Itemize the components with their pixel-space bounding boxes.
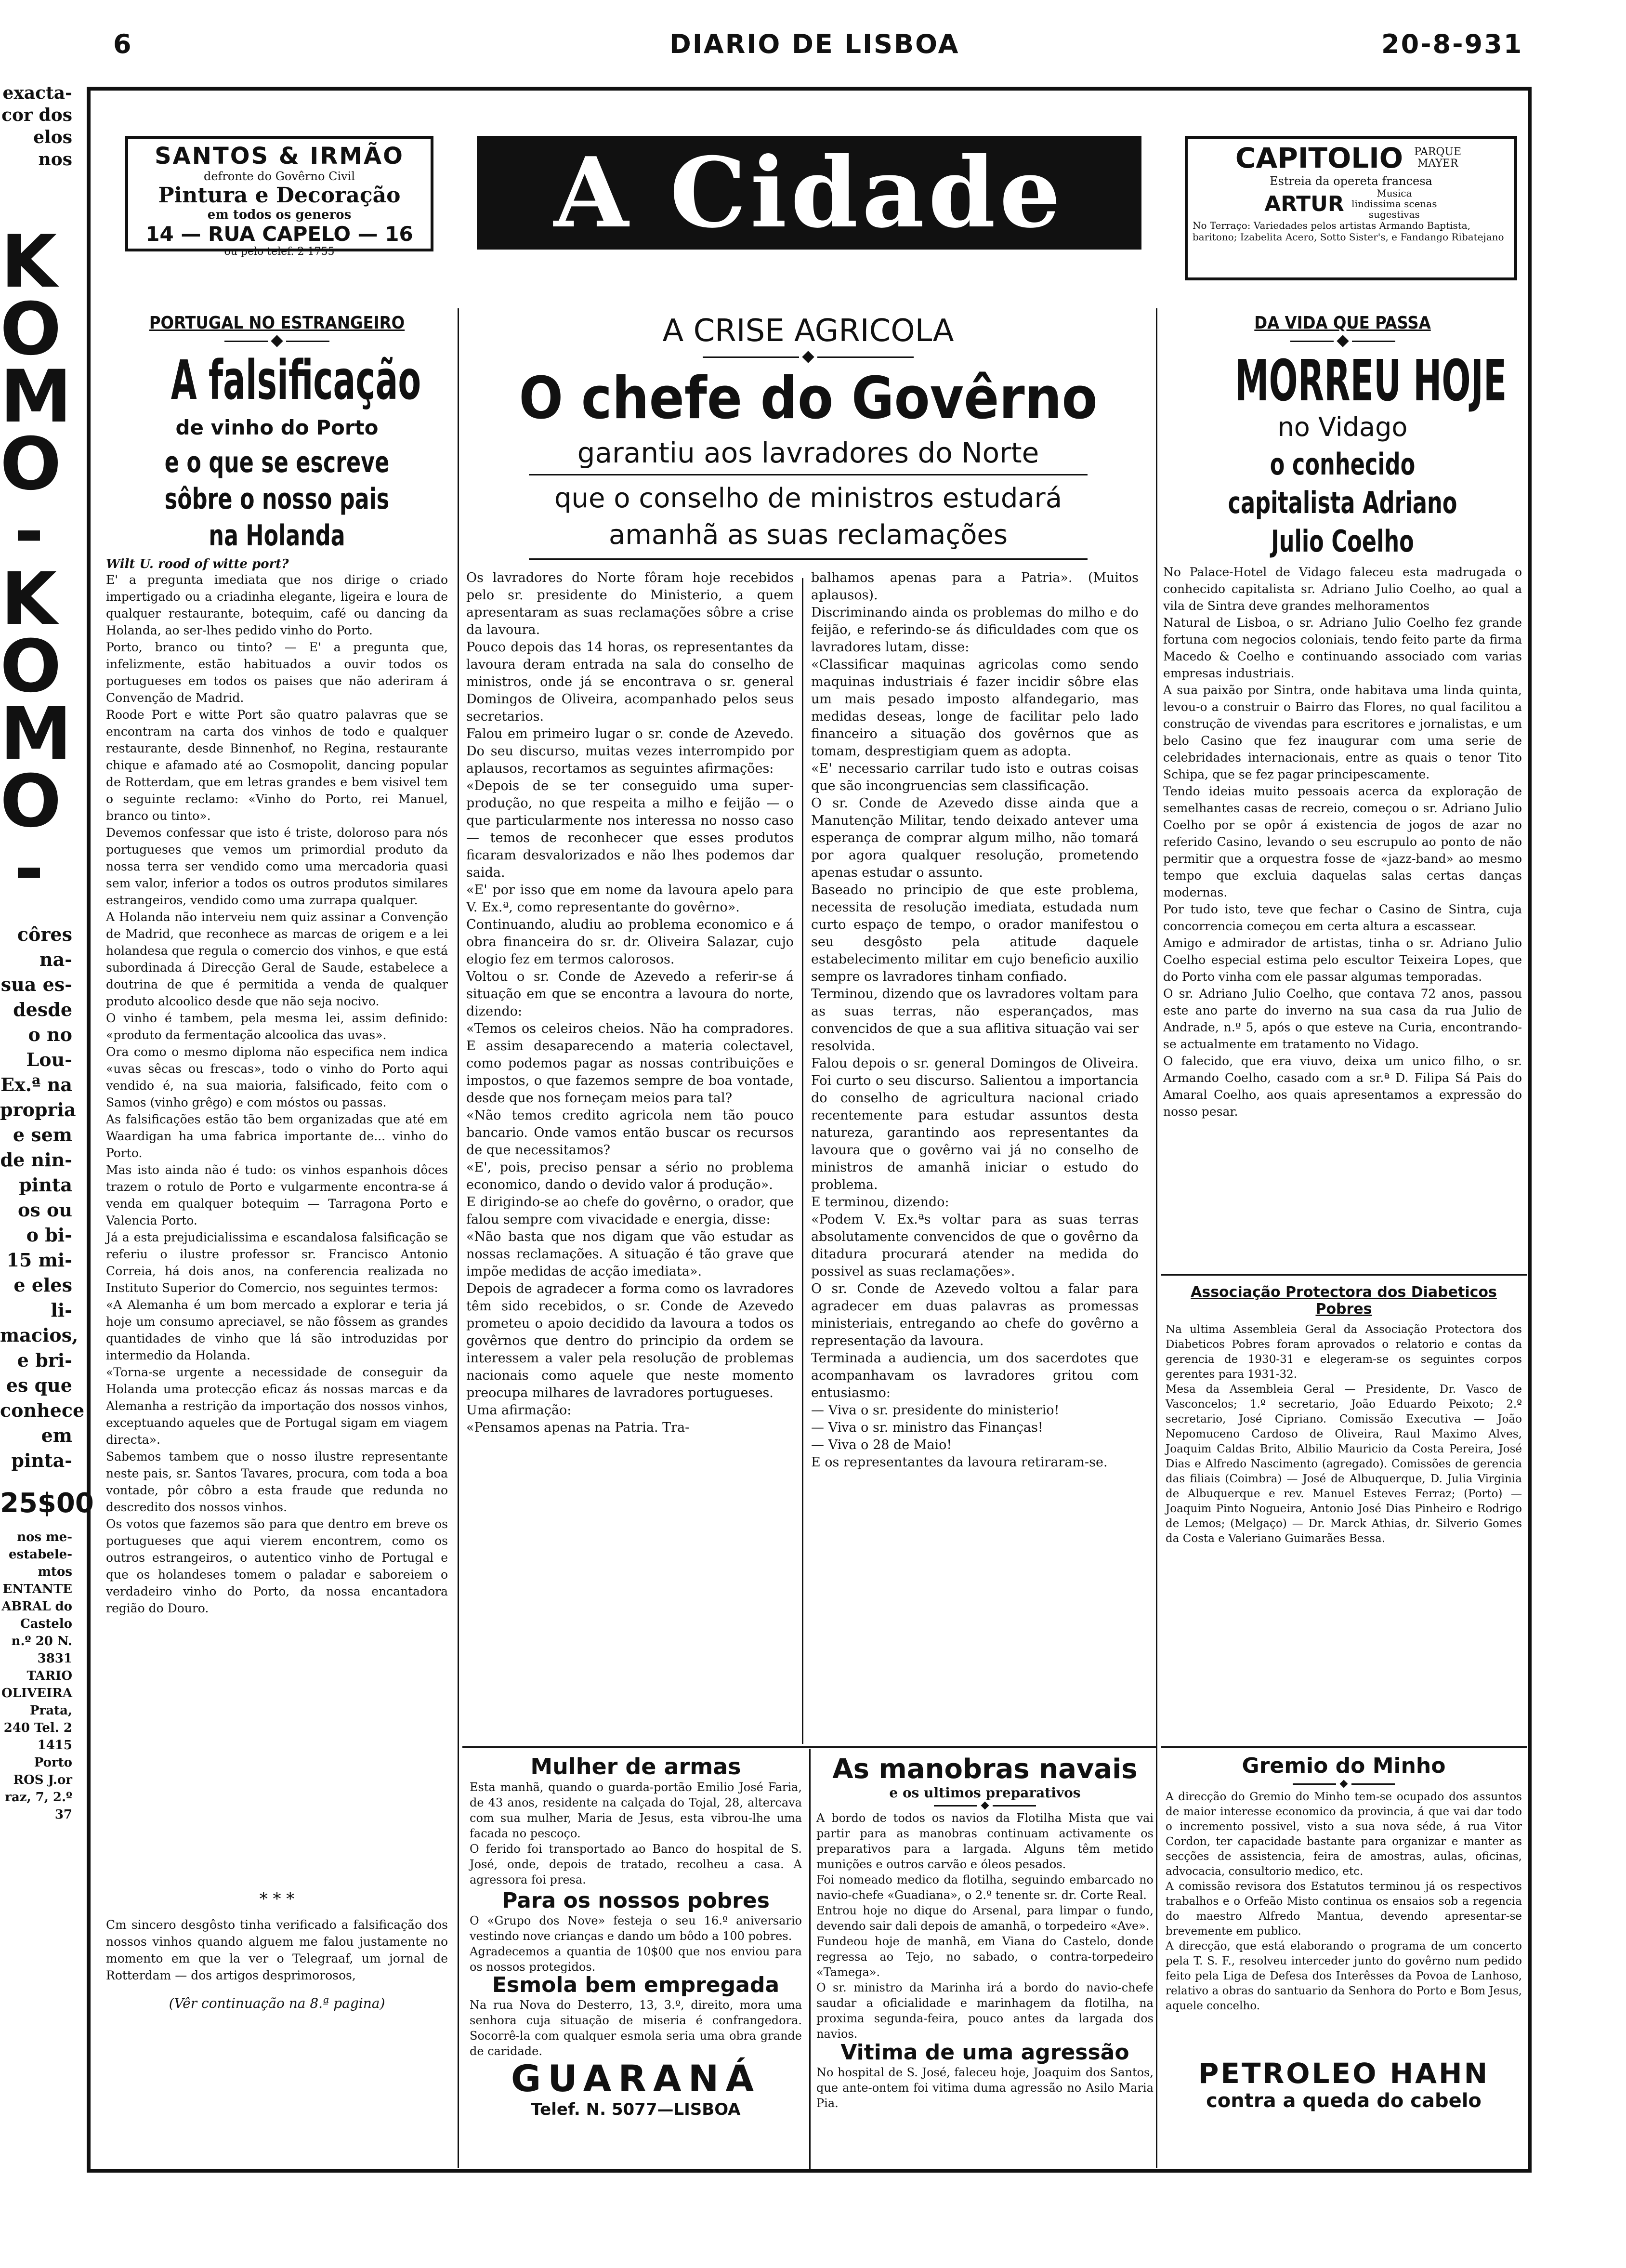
article-subhead: no Vidago [1277, 412, 1408, 442]
ornament-rule [466, 353, 1150, 361]
article-subhead-2: e o que se escreve sôbre o nosso pais na Holanda [164, 446, 390, 553]
section-rule [1161, 1274, 1527, 1276]
ad-petroleo-hahn [1166, 2057, 1522, 2112]
brief-title: Mulher de armas [530, 1754, 741, 1780]
article-lead: Wilt U. rood of witte port? [106, 557, 289, 571]
article-body-right: balhamos apenas para a Patria». (Muitos aplausos). Discriminando ainda os problemas do milho e do feijão, e referindo-se ás dificuldades com que os lavradores lutam, disse: «Classificar maquinas agricolas como sendo maquinas industriais é fazer incidir sôbre elas um mais pesado imposto alfandegario, mas medidas deseas, longe de facilitar pelo lado financeiro a situação dos govêrnos que as tomam, desprestigiam quem as adopta. «E' necessario carrilar tudo isto e outras coisas que são incongruencias sem classificação. O sr. Conde de Azevedo disse ainda que a Manutenção Militar, tendo deixado antever uma esperança de comprar algum milho, não tomará por agora qualquer resolução, prometendo apenas estudar o assunto. Baseado no principio de que este problema, necessita de resolução imediata, estudada num curto espaço de tempo, o orador manifestou o seu desgôsto pela atitude daquele estabelecimento militar em cujo beneficio auxilio sempre os lavradores tinham confiado. Terminou, dizendo que os lavradores voltam para as suas terras, não esperançados, mas convencidos de que a sua aflitiva situação vai ser resolvida. Falou depois o sr. general Domingos de Oliveira. Foi curto o seu discurso. Salientou a importancia do conselho de agricultura nacional criado recentemente para estudar assuntos desta natureza, garantindo aos representantes da lavoura que o govêrno vai já no conselho de ministros de amanhã iniciar o estudo do problema. E terminou, dizendo: «Podem V. Ex.ªs voltar para as suas terras absolutamente convencidos de que o govêrno da ditadura procurará atender na medida do possivel as suas reclamações». O sr. Conde de Azevedo voltou a falar para agradecer em duas palavras as promessas ministeriais, entregando ao chefe do govêrno a representação da lavoura. Terminada a audiencia, um dos sacerdotes que acompanhavam os lavradores gritou com entusiasmo: — Viva o sr. presidente do ministerio! — Viva o sr. ministro das Finanças! — Viva o 28 de Maio! E os representantes da lavoura retiraram-se. [811, 570, 1139, 1470]
headline-rule [529, 474, 1088, 475]
ad-petroleo-tagline: contra a queda do cabelo [1206, 2090, 1482, 2112]
brief-associacao-diabeticos [1166, 1284, 1522, 1660]
brief-title: Gremio do Minho [1242, 1754, 1446, 1778]
brief-body: No hospital de S. José, faleceu hoje, Joaquim dos Santos, que ante-ontem foi vitima duma agressão no Asilo Maria Pia. [816, 2066, 1154, 2110]
ad-guarana-phone: Telef. N. 5077—LISBOA [531, 2100, 741, 2119]
continued-note: (Vêr continuação na 8.ª pagina) [169, 1995, 385, 2011]
headline-rule [529, 558, 1088, 560]
article-kicker: PORTUGAL NO ESTRANGEIRO [149, 313, 405, 333]
brief-title: As manobras navais [832, 1754, 1138, 1785]
ad-petroleo-name: PETROLEO HAHN [1198, 2057, 1490, 2090]
ad-guarana-name: GUARANÁ [511, 2057, 761, 2100]
article-subhead-2: que o conselho de ministros estudará amanhã as suas reclamações [554, 483, 1062, 551]
brief-title: Esmola bem empregada [492, 1973, 780, 1997]
brief-mulher-de-armas [470, 1754, 802, 1895]
ad-capitolio [1185, 136, 1517, 280]
brief-vitima-agressao [816, 2040, 1154, 2123]
ornament-rule [1163, 337, 1522, 345]
margin-top-text: exacta- cor dos elos nos [1, 83, 72, 170]
column-rule-bottom [809, 1749, 811, 2173]
margin-bottom-text: nos me- estabele- mtos ENTANTE ABRAL do Castelo n.º 20 N. 3831 TARIO OLIVEIRA Prata, 240 Tel. 2 1415 Porto ROS J.or raz, 7, 2.º 37 [1, 1530, 72, 1822]
newspaper-name: DIARIO DE LISBOA [669, 29, 960, 59]
margin-big-letters: KOMO - KOMO - [0, 220, 72, 911]
ornament-rule [106, 337, 448, 345]
section-rule [462, 1746, 1156, 1748]
ornament-rule [816, 1803, 1154, 1808]
ad-capitolio-note: Musica lindissima scenas sugestivas [1351, 187, 1437, 220]
ad-santos-sub2: em todos os generos [207, 208, 352, 222]
column-rule-2 [1156, 308, 1157, 2168]
article-falsificacao [106, 313, 448, 2011]
article-subhead: de vinho do Porto [175, 416, 379, 439]
brief-body: A direcção do Gremio do Minho tem-se ocupado dos assuntos de maior interesse economico da provincia, á que vai dar todo o incremento possivel, visto a sua nova séde, á rua Vitor Cordon, ter capacidade bastante para organizar e manter as secções de assistencia, feira de amostras, aulas, oficinas, advocacia, consultorio medico, etc. A comissão revisora dos Estatutos terminou já os respectivos trabalhos e o Orfeão Misto continua os ensaios sob a regencia do maestro Alfredo Mantua, devendo apresentar-se brevemente em publico. A direcção, que está elaborando o programa de um concerto pela T. S. F., resolveu interceder junto do govêrno num pedido feito pela Liga de Defesa dos Interêsses da Povoa de Lanhoso, relativo a obras do santuario da Senhora do Porto e Bom Jesus, aquele concelho. [1166, 1791, 1522, 2012]
article-subhead-2: o conhecido capitalista Adriano Julio Coelho [1228, 447, 1457, 559]
ad-santos-address: 14 — RUA CAPELO — 16 [145, 222, 413, 246]
ornament-rule [1166, 1781, 1522, 1787]
brief-subtitle: e os ultimos preparativos [889, 1785, 1081, 1801]
page-number: 6 [113, 29, 133, 59]
masthead-logo: A Cidade [477, 136, 1141, 250]
ad-santos-phone: ou pelo telef. 2 1755 [224, 246, 335, 258]
article-body-left: Os lavradores do Norte fôram hoje recebidos pelo sr. presidente do Ministerio, a quem apresentaram as suas reclamações sôbre a crise da lavoura. Pouco depois das 14 horas, os representantes da lavoura deram entrada na sala do conselho de ministros, onde já se encontrava o sr. general Domingos de Oliveira, acompanhado pelos seus secretarios. Falou em primeiro lugar o sr. conde de Azevedo. Do seu discurso, muitas vezes interrompido por aplausos, recortamos as seguintes afirmações: «Depois de se ter conseguido uma super-produção, no que respeita a milho e feijão — o que particularmente nos interessa no nosso caso — temos de reconhecer que esses produtos ficaram desvalorizados e não lhes podemos dar saida. «E' por isso que em nome da lavoura apelo para V. Ex.ª, como representante do govêrno». Continuando, aludiu ao problema economico e á obra financeira do sr. dr. Oliveira Salazar, cujo elogio fez em termos calorosos. Voltou o sr. Conde de Azevedo a referir-se á situação em que se encontra a lavoura do norte, dizendo: «Temos os celeiros cheios. Não ha compradores. E assim desaparecendo a materia colectavel, como podemos pagar as nossas contribuições e impostos, o que fazemos sempre de boa vontade, desde que nos forneçam meios para tal? «Não temos credito agricola nem tão pouco bancario. Onde vamos então buscar os recursos de que necessitamos? «E', pois, preciso pensar a sério no problema economico, dando o devido valor á produção». E dirigindo-se ao chefe do govêrno, o orador, que falou sempre com vivacidade e energia, disse: «Não basta que nos digam que vão estudar as nossas reclamações. A situação é tão grave que impõe medidas de acção imediata». Depois de agradecer a forma como os lavradores têm sido recebidos, o sr. Conde de Azevedo prometeu o apoio decidido da lavoura a todos os govêrnos que dentro do principio da ordem se interessem a valer pela resolução de problemas nacionais como aquele que neste momento preocupa milhares de lavradores portugueses. Uma afirmação: «Pensamos apenas na Patria. Tra- [466, 570, 794, 1435]
brief-nossos-pobres [470, 1888, 802, 1976]
brief-title: Vitima de uma agressão [840, 2040, 1129, 2065]
brief-body: A bordo de todos os navios da Flotilha Mista que vai partir para as manobras continuam activamente os preparativos para a largada. Alguns têm metido munições e outros carvão e óleos pesados. Foi nomeado medico da flotilha, seguindo embarcado no navio-chefe «Guadiana», o 2.º tenente sr. dr. Corte Real. Entrou hoje no dique do Arsenal, para limpar o fundo, devendo sair dali depois de amanhã, o torpedeiro «Ave». Fundeou hoje de manhã, em Viana do Castelo, donde regressa ao Tejo, no sabado, o contra-torpedeiro «Tamega». O sr. ministro da Marinha irá a bordo do navio-chefe saudar a oficialidade e marinhagem da flotilha, na proxima segunda-feira, pouco antes da largada dos navios. [816, 1811, 1154, 2041]
article-kicker: A CRISE AGRICOLA [662, 313, 954, 349]
margin-body: côres na- sua es- desde o no Lou- Ex.ª na propria e sem de nin- pinta os ou o bi- 15 mi- e eles li- macios, e bri- es que conhece em pinta- [0, 923, 85, 1471]
column-rule-1 [458, 308, 459, 2168]
brief-body: Esta manhã, quando o guarda-portão Emilio José Faria, de 43 anos, residente na calçada do Tojal, 28, altercava com sua mulher, Maria de Jesus, esta vibrou-lhe uma facada no pescoço. O ferido foi transportado ao Banco do hospital de S. José, onde, depois de tratado, recolheu a casa. A agressora foi presa. [470, 1780, 802, 1886]
article-body-2: Cm sincero desgôsto tinha verificado a falsificação dos nossos vinhos quando alguem me falou justamente no momento em que la ver o Telegraaf, um jornal de Rotterdam — dos artigos desprimorosos, [106, 1918, 448, 1982]
brief-esmola [470, 1973, 802, 2060]
article-headline: MORREU HOJE [1235, 347, 1507, 414]
article-headline: A falsificação [170, 349, 421, 412]
ad-santos-title: Pintura e Decoração [158, 183, 401, 208]
brief-body: Na rua Nova do Desterro, 13, 3.º, direito, mora uma senhora cuja situação de miseria é confrangedora. Socorrê-la com qualquer esmola seria uma obra grande de caridade. [470, 1998, 802, 2058]
ad-capitolio-title: ARTUR [1264, 191, 1344, 216]
left-margin-strip [0, 82, 94, 2202]
brief-manobras-navais [816, 1754, 1154, 2056]
brief-body: O «Grupo dos Nove» festeja o seu 16.º aniversario vestindo nove crianças e dando um bôdo a 100 pobres. Agradecemos a quantia de 10$00 que nos enviou para os nossos protegidos. [470, 1914, 802, 1974]
article-morreu-hoje [1163, 313, 1522, 1397]
issue-date: 20-8-931 [1381, 29, 1523, 59]
ad-capitolio-terrace: No Terraço: Variedades pelos artistas Armando Baptista, baritono; Izabelita Acero, Sotto Sister's, e Fandango Ribatejano [1193, 220, 1504, 243]
ad-santos-irmao [125, 136, 433, 258]
ad-santos-name: SANTOS & IRMÃO [155, 143, 404, 170]
brief-title: Para os nossos pobres [502, 1888, 770, 1913]
margin-price: 25$00 [0, 1488, 94, 1519]
section-rule [1161, 1746, 1527, 1748]
article-body: E' a pregunta imediata que nos dirige o criado impertigado ou a criadinha elegante, ligeira e loura de qualquer restaurante, botequim, café ou dancing da Holanda, ao ser-lhes pedido vinho do Porto. Porto, branco ou tinto? — E' a pregunta que, infelizmente, estão habituados a ouvir todos os portugueses em todos os paises que não aderiram á Convenção de Madrid. Roode Port e witte Port são quatro palavras que se encontram na carta dos vinhos de todo e qualquer restaurante, desde Binnenhof, no Regina, restaurante chique e afamado até ao Cosmopolit, dancing popular de Rotterdam, que em letras grandes e bem visivel tem o seguinte reclamo: «Vinho do Porto, rei Manuel, branco ou tinto». Devemos confessar que isto é triste, doloroso para nós portugueses que vemos um primordial produto da nossa terra ser vendido como uma mercadoria quasi sem valor, inferior a todos os outros produtos similares estrangeiros, vendido como uma zurrapa qualquer. A Holanda não interveiu nem quiz assinar a Convenção de Madrid, que reconhece as marcas de origem e a lei holandesa que regula o comercio dos vinhos, e que está subordinada á Direcção Geral de Saude, estabelece a doutrina de que é permitida a venda de qualquer produto alcoolico desde que não seja nocivo. O vinho é tambem, pela mesma lei, assim definido: «produto da fermentação alcoolica das uvas». Ora como o mesmo diploma não especifica nem indica «uvas sêcas ou frescas», todo o vinho do Porto aqui vendido é, na sua maioria, falsificado, feito com o Samos (vinho grêgo) e com móstos ou passas. As falsificações estão tão bem organizadas que até em Waardigan ha uma fabrica importante de... vinho do Porto. Mas isto ainda não é tudo: os vinhos espanhois dôces trazem o rotulo de Porto e vulgarmente encontra-se á venda em qualquer botequim — Tarragona Porto e Valencia Porto. Já a esta prejudicialissima e escandalosa falsificação se referiu o ilustre professor sr. Francisco Antonio Correia, há dois anos, na conferencia realizada no Instituto Superior do Comercio, nos seguintes termos: «A Alemanha é um bom mercado a explorar e teria já hoje um consumo apreciavel, se não fôssem as grandes quantidades de vinho que lá são introduzidas por intermedio da Holanda. «Torna-se urgente a necessidade de conseguir da Holanda uma protecção eficaz ás nossas marcas e da Alemanha a restrição da importação dos nossos vinhos, exceptuando aqueles que de Portugal sigam em viagem directa». Sabemos tambem que o nosso ilustre representante neste pais, sr. Santos Tavares, procura, com toda a boa vontade, pôr côbro a esta fraude que redunda no descredito dos nossos vinhos. Os votos que fazemos são para que dentro em breve os portugueses que aqui vierem encontrem, como os outros estrangeiros, o autentico vinho de Portugal e que os holandeses tomem o paladar e saboreiem o verdadeiro vinho do Porto, da nossa encantadora região do Douro. [106, 573, 448, 1615]
section-stars: * * * [259, 1889, 295, 1909]
brief-title: Associação Protectora dos Diabeticos Pobres [1191, 1284, 1497, 1318]
brief-gremio-minho [1166, 1754, 1522, 2059]
ad-capitolio-owner: PARQUE MAYER [1414, 146, 1462, 170]
article-subhead: garantiu aos lavradores do Norte [577, 436, 1039, 469]
article-body: No Palace-Hotel de Vidago faleceu esta madrugada o conhecido capitalista sr. Adriano Julio Coelho, ao qual a vila de Sintra deve grandes melhoramentos Natural de Lisboa, o sr. Adriano Julio Coelho fez grande fortuna com negocios coloniais, tendo feito parte da firma Macedo & Coelho e continuando associado com varias empresas industriais. A sua paixão por Sintra, onde habitava uma linda quinta, levou-o a construir o Bairro das Flores, no qual facilitou a construção de vivendas para escritores e jornalistas, e um belo Casino que fez inaugurar com uma serie de celebridades internacionais, entre as quais o tenor Tito Schipa, que se fez pagar principescamente. Tendo ideias muito pessoais acerca da exploração de semelhantes casas de recreio, começou o sr. Adriano Julio Coelho por se opôr á existencia de jogos de azar no referido Casino, levando o seu escrupulo ao ponto de não permitir que a orquestra fosse de «jazz-band» ao mesmo tempo que excluia daquelas salas certas danças modernas. Por tudo isto, teve que fechar o Casino de Sintra, cuja concorrencia começou em certa altura a escassear. Amigo e admirador de artistas, tinha o sr. Adriano Julio Coelho especial estima pelo escultor Teixeira Lopes, que do Porto vinha com ele passar algumas temporadas. O sr. Adriano Julio Coelho, que contava 72 anos, passou este ano parte do inverno na sua casa da rua Julio de Andrade, n.º 5, após o que esteve na Curia, encontrando-se actualmente em tratamento no Vidago. O falecido, que era viuvo, deixa um unico filho, o sr. Armando Coelho, casado com a sr.ª D. Filipa Sá Pais do Amaral Coelho, aos quais apresentamos a expressão do nosso pesar. [1163, 565, 1522, 1119]
article-headline: O chefe do Govêrno [519, 365, 1098, 432]
ad-capitolio-line1: Estreia da opereta francesa [1270, 174, 1432, 188]
ad-santos-sub1: defronte do Govêrno Civil [203, 170, 355, 183]
brief-body: Na ultima Assembleia Geral da Associação Protectora dos Diabeticos Pobres foram aprovados o relatorio e contas da gerencia de 1930-31 e elegeram-se os seguintes corpos gerentes para 1931-32. Mesa da Assembleia Geral — Presidente, Dr. Vasco de Vasconcelos; 1.º secretario, João Eduardo Peixoto; 2.º secretario, José Cipriano. Comissão Executiva — João Nepomuceno Cardoso de Oliveira, Raul Maximo Alves, Joaquim Caldas Brito, Albilio Mauricio da Costa Pereira, José Dias e Alfredo Nascimento (agregado). Comissões de gerencia das filiais (Coimbra) — José de Albuquerque, D. Julia Virginia de Albuquerque e rev. Manuel Esteves Ferraz; (Porto) — Joaquim Pinto Nogueira, Antonio José Dias Pinheiro e Rodrigo de Lemos; (Melgaço) — Dr. Marck Athias, dr. Silverio Gomes da Costa e Valeriano Guimarães Bessa. [1166, 1323, 1522, 1545]
ad-capitolio-name: CAPITOLIO [1235, 142, 1403, 174]
ad-guarana [470, 2057, 802, 2119]
article-crise-agricola [466, 313, 1150, 1697]
article-kicker: DA VIDA QUE PASSA [1254, 313, 1431, 333]
